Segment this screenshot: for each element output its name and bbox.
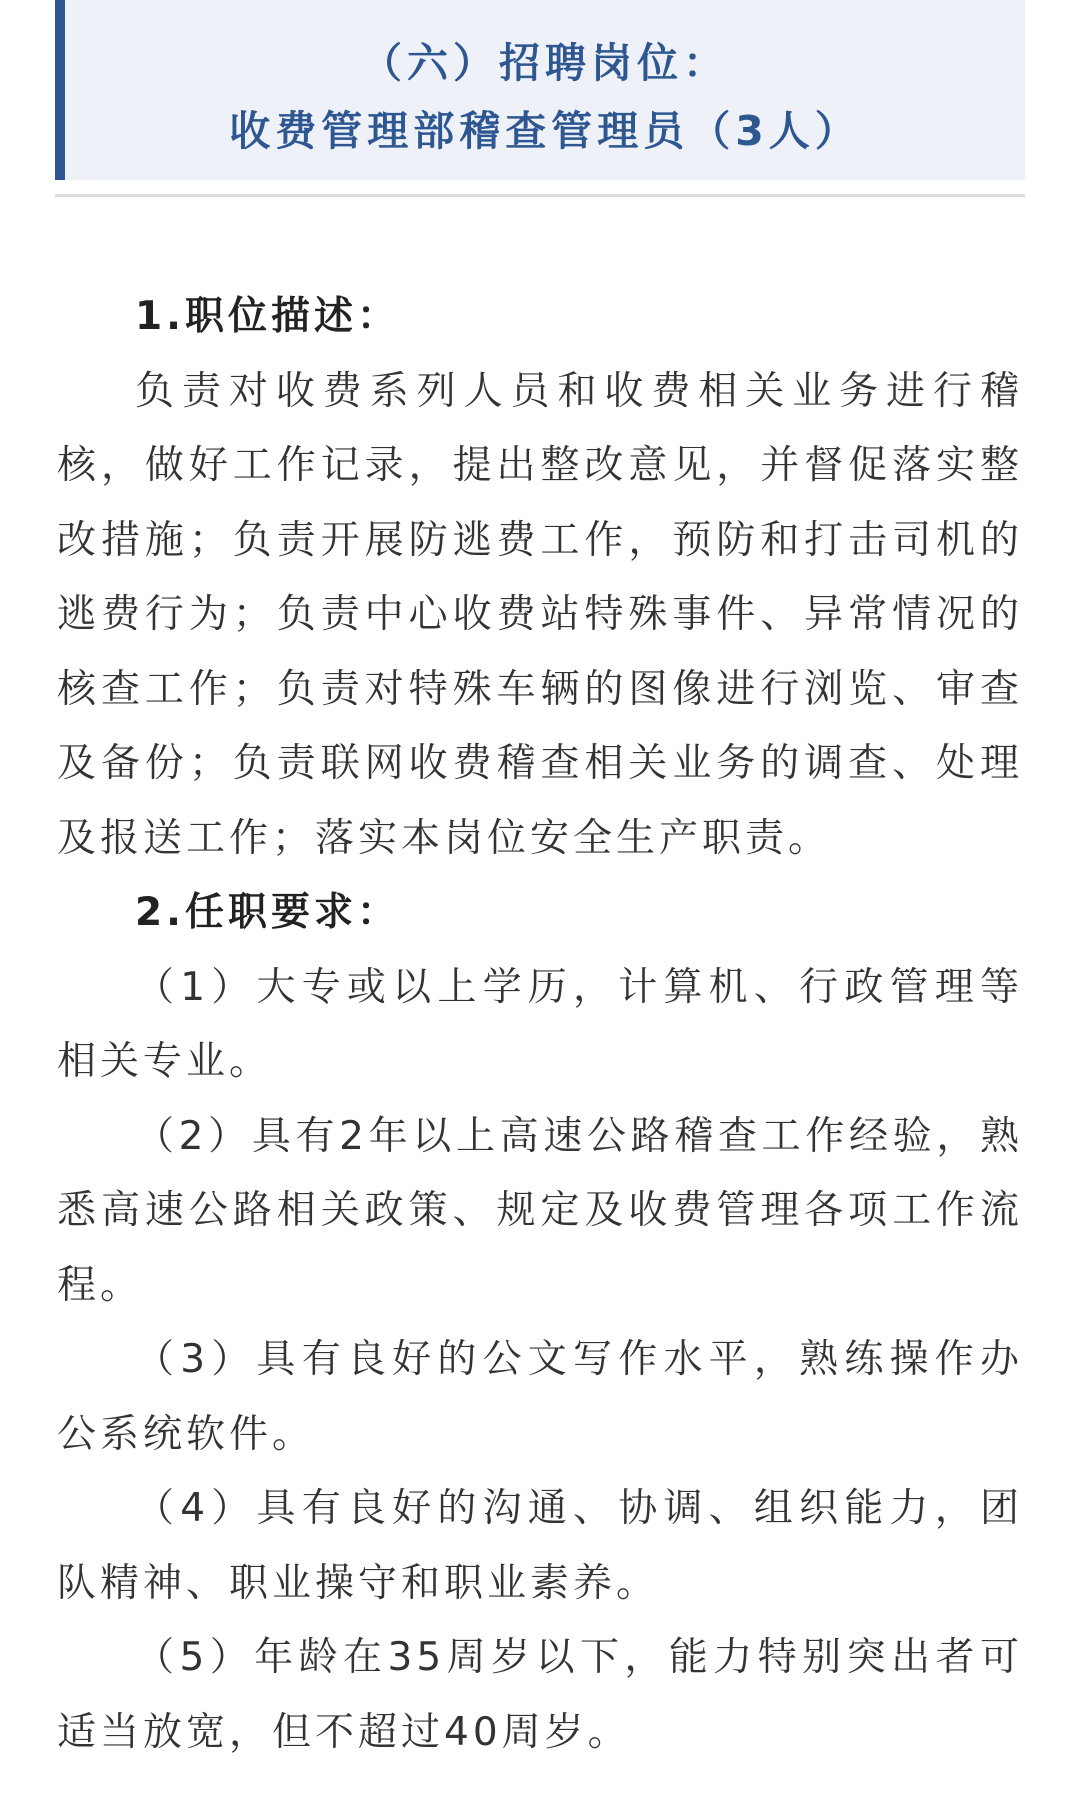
- requirement-item: （5）年龄在35周岁以下，能力特别突出者可适当放宽，但不超过40周岁。: [57, 1635, 1023, 1755]
- divider: [55, 194, 1025, 197]
- requirement-item: （2）具有2年以上高速公路稽查工作经验，熟悉高速公路相关政策、规定及收费管理各项工作流程。: [57, 1113, 1023, 1308]
- section-heading-requirements: 2.任职要求：: [135, 890, 400, 935]
- job-title-banner: [55, 0, 1025, 180]
- job-title-label: （六）招聘岗位：: [361, 39, 729, 87]
- job-title: 收费管理部稽查管理员（3人）: [229, 107, 861, 155]
- requirement-item: （1）大专或以上学历，计算机、行政管理等相关专业。: [57, 964, 1023, 1084]
- requirement-item: （3）具有良好的公文写作水平，熟练操作办公系统软件。: [57, 1337, 1023, 1457]
- article-body: [57, 280, 1023, 1770]
- job-description-text: 负责对收费系列人员和收费相关业务进行稽核，做好工作记录，提出整改意见，并督促落实整改措施；负责开展防逃费工作，预防和打击司机的逃费行为；负责中心收费站特殊事件、异常情况的核查工作；负责对特殊车辆的图像进行浏览、审查及备份；负责联网收费稽查相关业务的调查、处理及报送工作；落实本岗位安全生产职责。: [57, 368, 1023, 861]
- section-heading-description: 1.职位描述：: [135, 294, 400, 339]
- requirement-item: （4）具有良好的沟通、协调、组织能力，团队精神、职业操守和职业素养。: [57, 1486, 1023, 1606]
